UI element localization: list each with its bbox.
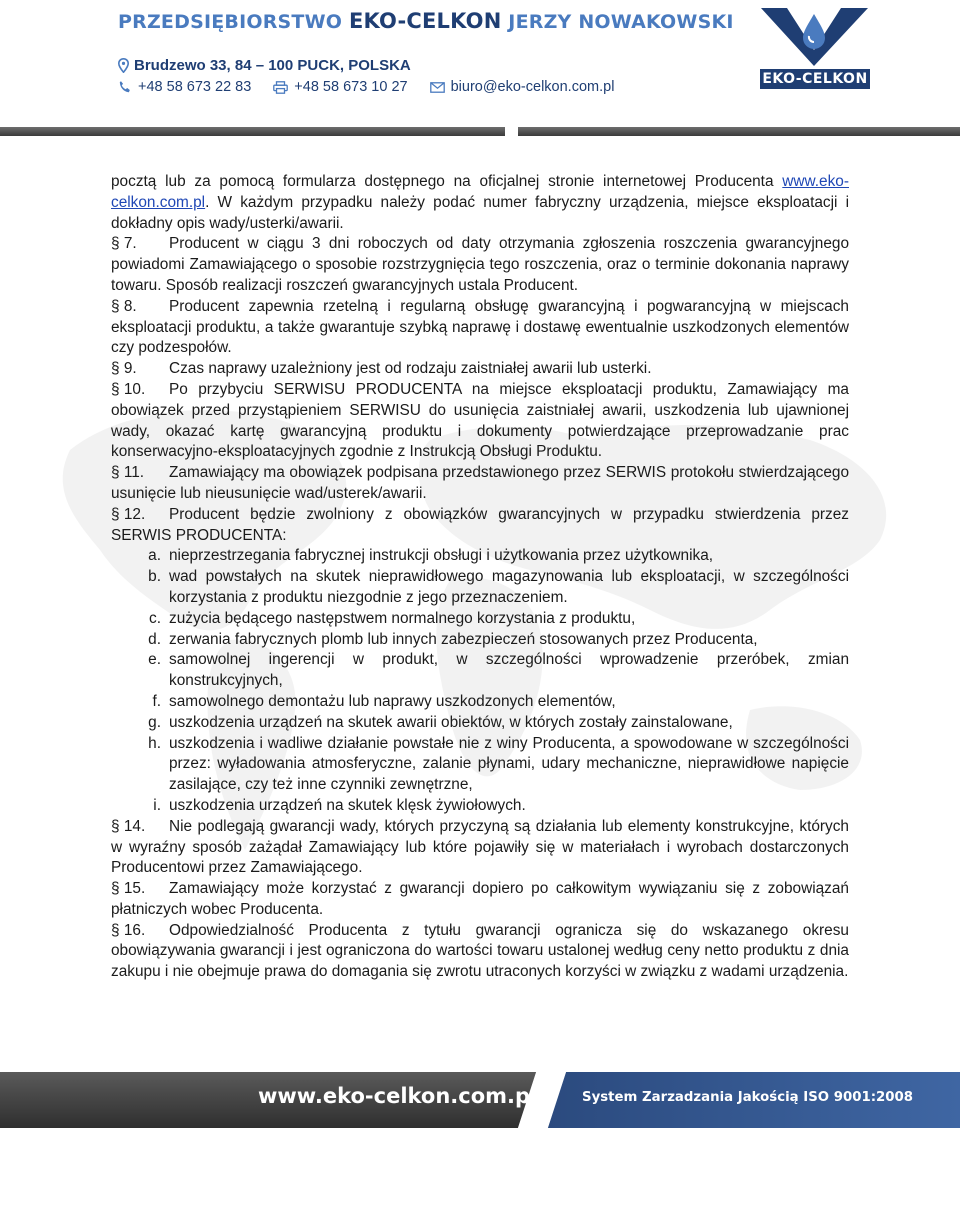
- exclusion-item-i: [111, 796, 849, 817]
- section-number: § 12.: [111, 505, 146, 523]
- intro-paragraph: [111, 172, 849, 234]
- fax-group: [273, 79, 407, 95]
- section-number: § 16.: [111, 921, 146, 939]
- footer-iso-text: System Zarzadzania Jakością ISO 9001:2008: [582, 1090, 914, 1105]
- section-10: [111, 380, 849, 463]
- section-11: [111, 463, 849, 505]
- list-text: samowolnej ingerencji w produkt, w szczególności wprowadzenie przeróbek, zmian konstrukcyjnych,: [169, 651, 849, 690]
- section-14: [111, 817, 849, 879]
- list-letter: h.: [148, 734, 161, 752]
- email-address[interactable]: biuro@eko-celkon.com.pl: [450, 79, 615, 95]
- section-text: Zamawiający ma obowiązek podpisana przedstawionego przez SERWIS protokołu stwierdzającego usunięcie lub nieusunięcie wad/usterek/awarii.: [111, 464, 849, 502]
- printer-icon: [273, 81, 288, 94]
- warranty-terms: [111, 172, 849, 983]
- company-address: [118, 57, 411, 74]
- section-7: [111, 234, 849, 296]
- exclusion-item-a: [111, 546, 849, 567]
- header-divider-right: [518, 127, 960, 136]
- list-text: uszkodzenia urządzeń na skutek awarii obiektów, w których zostały zainstalowane,: [169, 713, 733, 731]
- list-letter: c.: [149, 609, 161, 627]
- section-text: Po przybyciu SERWISU PRODUCENTA na miejsce eksploatacji produktu, Zamawiający ma obowiązek przed przystąpieniem SERWISU do usunięcia zaistniałej awarii, uszkodzenia lub ujawnionej wady, okazać kartę gwarancyjną produktu i dokumenty potwierdzające przeprowadzanie prac konserwacyjno-eksploatacyjnych zgodnie z Instrukcją Obsługi Produktu.: [111, 380, 849, 461]
- fax-number[interactable]: +48 58 673 10 27: [294, 79, 408, 95]
- contact-row: [118, 79, 636, 95]
- company-name: EKO-CELKON: [348, 9, 502, 33]
- envelope-icon: [430, 82, 445, 93]
- section-16: [111, 921, 849, 983]
- list-text: wad powstałych na skutek nieprawidłowego magazynowania lub eksploatacji, w szczególności korzystania z produktu niezgodnie z jego przeznaczeniem.: [169, 568, 849, 606]
- phone-group: [118, 79, 251, 95]
- exclusion-item-e: [111, 650, 849, 692]
- exclusion-item-h: [111, 734, 849, 796]
- section-text: Producent będzie zwolniony z obowiązków gwarancyjnych w przypadku stwierdzenia przez SERWIS PRODUCENTA:: [111, 505, 849, 544]
- company-owner: JERZY NOWAKOWSKI: [508, 11, 734, 33]
- section-number: § 8.: [111, 297, 137, 315]
- header-divider-left: [0, 127, 505, 136]
- list-text: uszkodzenia urządzeń na skutek klęsk żywiołowych.: [169, 796, 526, 814]
- section-number: § 7.: [111, 235, 137, 253]
- section-text: Nie podlegają gwarancji wady, których przyczyną są działania lub elementy konstrukcyjne, których w wyraźny sposób zażądał Zamawiający lub które pojawiły się w materiałach i wyrobach dostarczonych Producentowi przez Zamawiającego.: [111, 817, 849, 877]
- logo-mark-icon: [757, 6, 872, 68]
- exclusion-item-d: [111, 630, 849, 651]
- list-letter: f.: [152, 692, 161, 710]
- section-number: § 10.: [111, 380, 146, 398]
- logo-text: EKO-CELKON: [760, 69, 870, 89]
- section-text: Zamawiający może korzystać z gwarancji dopiero po całkowitym wywiązaniu się z zobowiązań płatniczych wobec Producenta.: [111, 880, 849, 918]
- phone-number[interactable]: +48 58 673 22 83: [138, 79, 252, 95]
- section-15: [111, 879, 849, 921]
- list-text: uszkodzenia i wadliwe działanie powstałe nie z winy Producenta, a spowodowane w szczególności przez: wyładowania atmosferyczne, zalanie płynami, udary mechaniczne, nieprawidłowe napięcie zasilające, czy też inne czynniki zewnętrzne,: [169, 734, 849, 794]
- producer-website-link[interactable]: www.eko-celkon.com.pl: [111, 173, 849, 211]
- list-text: zerwania fabrycznych plomb lub innych zabezpieczeń stosowanych przez Producenta,: [169, 630, 758, 648]
- section-8: [111, 297, 849, 359]
- intro-text: pocztą lub za pomocą formularza dostępnego na oficjalnej stronie internetowej Producenta: [111, 173, 783, 190]
- section-text: Odpowiedzialność Producenta z tytułu gwarancji ogranicza się do wskazanego okresu obowiązywania gwarancji i jest ograniczona do wartości towaru ustalonej według ceny netto produktu z dnia zakupu i nie obejmuje prawa do domagania się zwrotu utraconych korzyści w związku z wadami urządzenia.: [111, 921, 849, 981]
- company-title: [118, 9, 734, 33]
- section-text: Producent w ciągu 3 dni roboczych od daty otrzymania zgłoszenia roszczenia gwarancyjnego powiadomi Zamawiającego o sposobie rozstrzygnięcia tego roszczenia, oraz o terminie dokonania naprawy towaru. Sposób realizacji roszczeń gwarancyjnych ustala Producent.: [111, 235, 849, 294]
- intro-rest: . W każdym przypadku należy podać numer fabryczny urządzenia, miejsce eksploatacji i dokładny opis wady/usterki/awarii.: [111, 193, 849, 232]
- company-prefix: PRZEDSIĘBIORSTWO: [118, 11, 343, 33]
- list-text: nieprzestrzegania fabrycznej instrukcji obsługi i użytkowania przez użytkownika,: [169, 547, 714, 565]
- list-letter: i.: [153, 796, 161, 814]
- map-pin-icon: [118, 58, 129, 73]
- exclusion-item-c: [111, 609, 849, 630]
- list-letter: g.: [148, 713, 161, 731]
- section-number: § 11.: [111, 464, 145, 482]
- section-9: [111, 359, 849, 380]
- phone-icon: [118, 80, 132, 94]
- section-12: [111, 505, 849, 547]
- exclusion-item-f: [111, 692, 849, 713]
- section-text: Producent zapewnia rzetelną i regularną obsługę gwarancyjną i pogwarancyjną w miejscach eksploatacji produktu, a także gwarantuje szybką naprawę i dostawę ewentualnie uszkodzonych elementów czy podzespołów.: [111, 297, 849, 357]
- section-text: Czas naprawy uzależniony jest od rodzaju zaistniałej awarii lub usterki.: [169, 360, 652, 378]
- list-letter: d.: [148, 630, 161, 648]
- exclusion-item-b: [111, 567, 849, 609]
- email-group: [430, 79, 615, 95]
- list-text: samowolnego demontażu lub naprawy uszkodzonych elementów,: [169, 692, 616, 710]
- footer-website[interactable]: www.eko-celkon.com.pl: [258, 1084, 538, 1108]
- section-number: § 15.: [111, 880, 146, 898]
- list-letter: a.: [148, 547, 161, 565]
- section-number: § 9.: [111, 360, 137, 378]
- address-text: Brudzewo 33, 84 – 100 PUCK, POLSKA: [134, 57, 411, 74]
- exclusion-item-g: [111, 713, 849, 734]
- list-letter: e.: [148, 651, 161, 669]
- list-letter: b.: [148, 568, 161, 586]
- list-text: zużycia będącego następstwem normalnego korzystania z produktu,: [169, 609, 636, 627]
- section-number: § 14.: [111, 817, 146, 835]
